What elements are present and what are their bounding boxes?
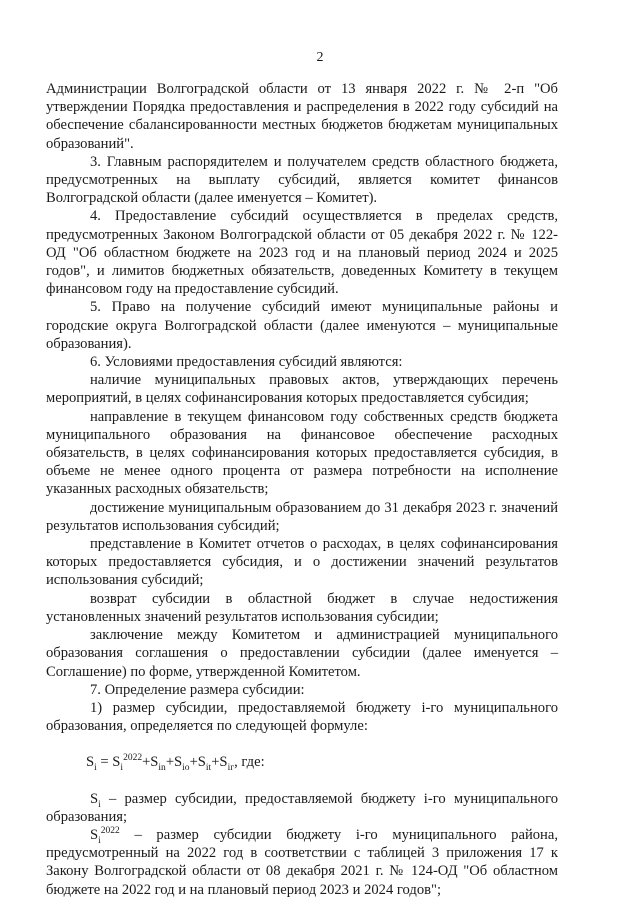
paragraph: представление в Комитет отчетов о расходах, в целях софинансирования которых предоставляется субсидия, и о достижении значений результатов использования субсидий; — [46, 536, 558, 589]
paragraph: достижение муниципальным образованием до 31 декабря 2023 г. значений результатов использования субсидий; — [46, 499, 558, 534]
paragraph: 5. Право на получение субсидий имеют муниципальные районы и городские округа Волгоградской области (далее именуются – муниципальные образования). — [46, 299, 558, 352]
paragraph: 1) размер субсидии, предоставляемой бюджету i-го муниципального образования, определяется по следующей формуле: — [46, 699, 558, 735]
paragraph: наличие муниципальных правовых актов, утверждающих перечень мероприятий, в целях софинансирования которых предоставляется субсидия; — [46, 372, 558, 407]
paragraph: Администрации Волгоградской области от 13 января 2022 г. № 2-п "Об утверждении Порядка предоставления и распределения в 2022 году субсидий на обеспечение сбалансированности местных бюджетов бюджетам муниципальных образований". — [46, 81, 558, 152]
paragraph: возврат субсидии в областной бюджет в случае недостижения установленных значений результатов использования субсидии; — [46, 590, 558, 625]
paragraph: 3. Главным распорядителем и получателем средств областного бюджета, предусмотренных на выплату субсидий, является комитет финансов Волгоградской области (далее именуется – Комитет). — [46, 153, 558, 207]
formula: $S_i = S_i^{2022}+S_{in}+S_{io}+S_{it}+S_{iг}$, где: — [86, 753, 265, 774]
paragraph: 4. Предоставление субсидий осуществляется в пределах средств, предусмотренных Законом Волгоградской области от 05 декабря 2022 г. № 122-ОД "Об областном бюджете на 2023 год и на плановый период 2024 и 2025 годов", и лимитов бюджетных обязательств, доведенных Комитету в текущем финансовом году на предоставление субсидий. — [46, 208, 558, 298]
page-number: 2 — [316, 50, 324, 65]
document-body — [46, 80, 558, 899]
paragraph: заключение между Комитетом и администрацией муниципального образования соглашения о предоставлении субсидии (далее именуется – Соглашение) по форме, утвержденной Комитетом. — [46, 627, 558, 680]
paragraph: направление в текущем финансовом году собственных средств бюджета муниципального образования на финансовое обеспечение расходных обязательств, в целях софинансирования которых предоставляется субсидия, в объеме не менее одного процента от размера потребности на исполнение указанных расходных обязательств; — [46, 408, 558, 498]
paragraph: 7. Определение размера субсидии: — [90, 681, 305, 698]
paragraph: $S_i^{2022}$ – размер субсидии бюджету i-го муниципального района, предусмотренный на 2022 год в соответствии с таблицей 3 приложения 17 к Закону Волгоградской области от 08 декабря 2021 г. № 124-ОД "Об областном бюджете на 2022 год и на плановый период 2023 и 2024 годов"; — [46, 826, 558, 898]
paragraph: $S_i$ – размер субсидии, предоставляемой бюджету i-го муниципального образования; — [46, 790, 558, 825]
paragraph: 6. Условиями предоставления субсидий являются: — [90, 354, 403, 371]
